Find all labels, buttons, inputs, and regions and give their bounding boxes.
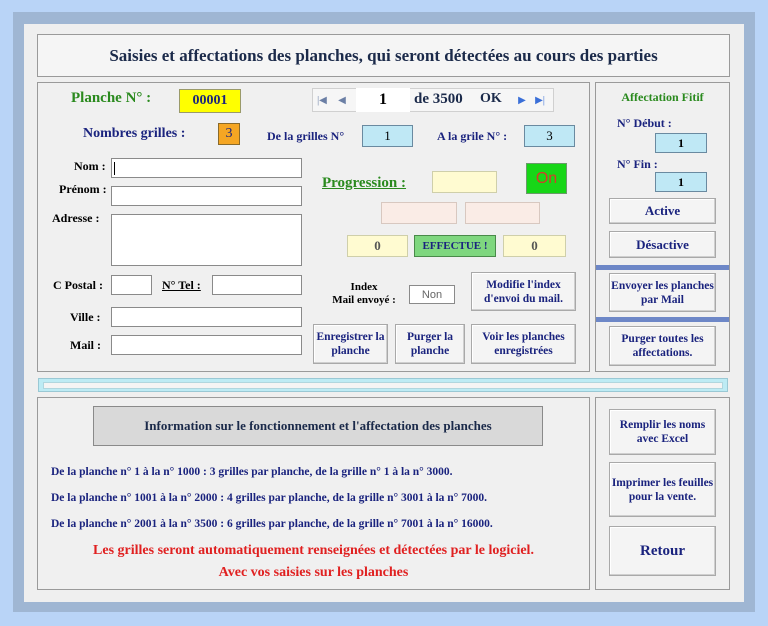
info-line-2: De la planche n° 1001 à la n° 2000 : 4 grilles par planche, de la grille n° 3001 à la n° 7000.: [51, 492, 488, 504]
info-line-3: De la planche n° 2001 à la n° 3500 : 6 grilles par planche, de la grille n° 7001 à la n° 16000.: [51, 518, 493, 530]
ok-button[interactable]: OK: [480, 91, 502, 106]
info-line-1: De la planche n° 1 à la n° 1000 : 3 grilles par planche, de la grille n° 1 à la n° 3000.: [51, 466, 453, 478]
status-on-indicator: On: [526, 163, 567, 194]
record-total: de 3500: [414, 91, 463, 107]
tel-input[interactable]: [212, 275, 302, 295]
grilles-count-label: Nombres grilles :: [83, 126, 186, 141]
affectation-title: Affectation Fitif: [621, 90, 704, 104]
info-auto-line-1: Les grilles seront automatiquement renseignées et détectées par le logiciel.: [93, 543, 534, 558]
grilles-to-value[interactable]: 3: [524, 125, 575, 147]
progression-label: Progression :: [322, 175, 407, 191]
prenom-input[interactable]: [111, 186, 302, 206]
divider-top: [596, 265, 729, 270]
fin-value[interactable]: 1: [655, 172, 707, 192]
progress-count-right: 0: [503, 235, 566, 257]
ville-label: Ville :: [70, 310, 101, 324]
info-auto-line-2: Avec vos saisies sur les planches: [218, 565, 409, 580]
imprimer-feuilles-button[interactable]: Imprimer les feuilles pour la vente.: [609, 462, 716, 517]
nom-label: Nom :: [74, 159, 106, 173]
adresse-input[interactable]: [111, 214, 302, 266]
debut-label: N° Début :: [617, 116, 672, 130]
mail-input[interactable]: [111, 335, 302, 355]
prenom-label: Prénom :: [59, 182, 107, 196]
progress-field-right: [465, 202, 540, 224]
progress-field-left: [381, 202, 457, 224]
effectue-badge: EFFECTUE !: [414, 235, 496, 257]
planche-label: Planche N° :: [71, 90, 152, 106]
index-label: [324, 281, 404, 307]
separator-bar: [38, 378, 728, 392]
cpostal-input[interactable]: [111, 275, 152, 295]
nom-input[interactable]: [111, 158, 302, 178]
index-mail-value[interactable]: Non: [409, 285, 455, 304]
voir-planches-button[interactable]: Voir les planches enregistrées: [471, 324, 576, 364]
desactive-button[interactable]: Désactive: [609, 231, 716, 258]
divider-bottom: [596, 317, 729, 322]
fin-label: N° Fin :: [617, 157, 658, 171]
modifie-index-button[interactable]: Modifie l'index d'envoi du mail.: [471, 272, 576, 311]
grilles-from-label: De la grilles N°: [267, 129, 345, 143]
progression-bar: [432, 171, 497, 193]
separator-inner: [43, 382, 723, 389]
first-record-icon[interactable]: |◀: [317, 94, 327, 106]
planche-number[interactable]: 00001: [179, 89, 241, 113]
purger-planche-button[interactable]: Purger la planche: [395, 324, 465, 364]
page-title: Saisies et affectations des planches, qui seront détectées au cours des parties: [109, 45, 658, 65]
ville-input[interactable]: [111, 307, 302, 327]
mail-label: Mail :: [70, 338, 101, 352]
tel-label: N° Tel :: [162, 278, 201, 292]
text-cursor: [114, 162, 115, 175]
record-current[interactable]: 1: [356, 88, 410, 112]
purger-toutes-button[interactable]: Purger toutes les affectations.: [609, 326, 716, 366]
grilles-count-value[interactable]: 3: [218, 123, 240, 145]
progress-count-left: 0: [347, 235, 408, 257]
last-record-icon[interactable]: ▶|: [535, 94, 545, 106]
grilles-from-value[interactable]: 1: [362, 125, 413, 147]
debut-value[interactable]: 1: [655, 133, 707, 153]
index-label-line1: Index: [350, 281, 378, 293]
remplir-excel-button[interactable]: Remplir les noms avec Excel: [609, 409, 716, 455]
next-record-icon[interactable]: ▶: [518, 94, 526, 106]
cpostal-label: C Postal :: [53, 278, 103, 292]
index-label-line2: Mail envoyé :: [332, 294, 396, 306]
retour-button[interactable]: Retour: [609, 526, 716, 576]
title-box: [37, 34, 730, 77]
active-button[interactable]: Active: [609, 198, 716, 224]
grilles-to-label: A la grile N° :: [437, 129, 508, 143]
previous-record-icon[interactable]: ◀: [338, 94, 346, 106]
adresse-label: Adresse :: [52, 211, 100, 225]
envoyer-mail-button[interactable]: Envoyer les planches par Mail: [609, 273, 716, 312]
info-header: Information sur le fonctionnement et l'affectation des planches: [93, 406, 543, 446]
enregistrer-planche-button[interactable]: Enregistrer la planche: [313, 324, 388, 364]
